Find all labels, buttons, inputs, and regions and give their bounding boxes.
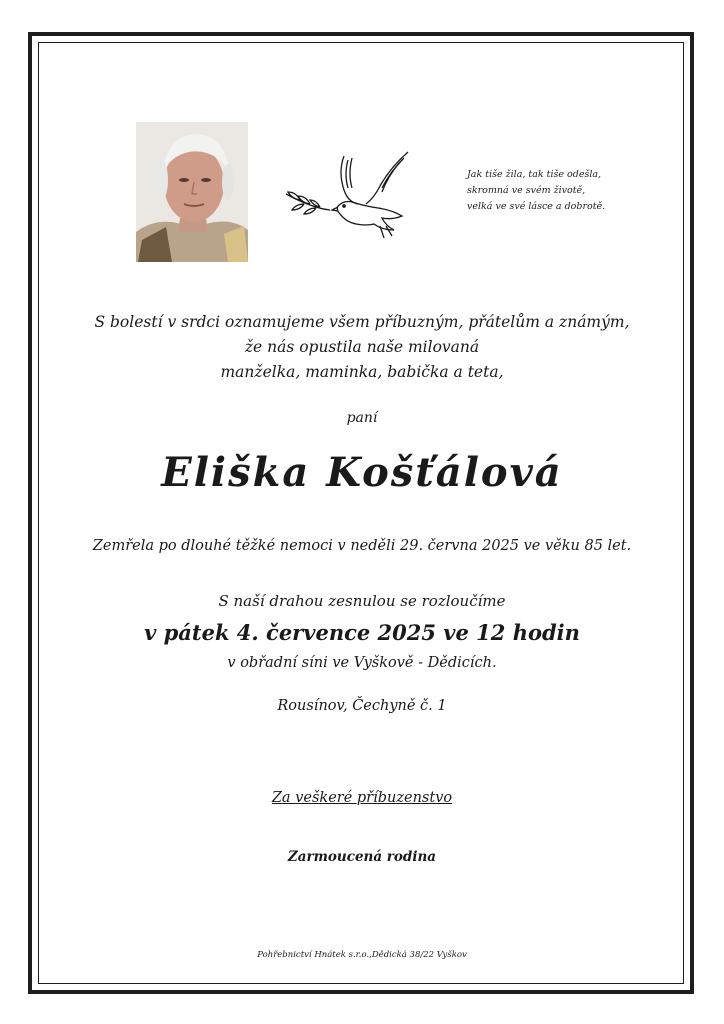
family-line: Za veškeré příbuzenstvo — [271, 790, 453, 806]
funeral-place: v obřadní síni ve Vyškově - Dědicích. — [227, 655, 497, 671]
quote-line: Jak tiše žila, tak tiše odešla, — [467, 169, 602, 180]
memorial-quote — [467, 167, 657, 215]
deceased-name: Eliška Košťálová — [161, 449, 563, 496]
quote-line: skromná ve svém životě, — [467, 185, 586, 196]
quote-line: velká ve své lásce a dobrotě. — [467, 201, 606, 212]
salutation: paní — [346, 410, 378, 426]
intro-line: že nás opustila naše milovaná — [244, 338, 480, 356]
death-notice: Zemřela po dlouhé těžké nemoci v neděli 29. června 2025 ve věku 85 let. — [92, 538, 632, 554]
funeral-home-footer: Pohřebnictví Hnátek s.r.o.,Dědická 38/22 Vyškov — [257, 950, 467, 960]
address: Rousínov, Čechyně č. 1 — [277, 698, 447, 714]
intro-line: S bolestí v srdci oznamujeme všem příbuzným, přátelům a známým, — [94, 313, 630, 331]
farewell-intro: S naší drahou zesnulou se rozloučíme — [218, 592, 506, 610]
announcement-intro — [40, 310, 684, 385]
dove-with-olive-branch-icon — [282, 150, 422, 242]
portrait-photo — [136, 122, 248, 262]
funeral-datetime: v pátek 4. července 2025 ve 12 hodin — [144, 620, 580, 645]
intro-line: manželka, maminka, babička a teta, — [220, 363, 504, 381]
signature: Zarmoucená rodina — [287, 849, 437, 865]
